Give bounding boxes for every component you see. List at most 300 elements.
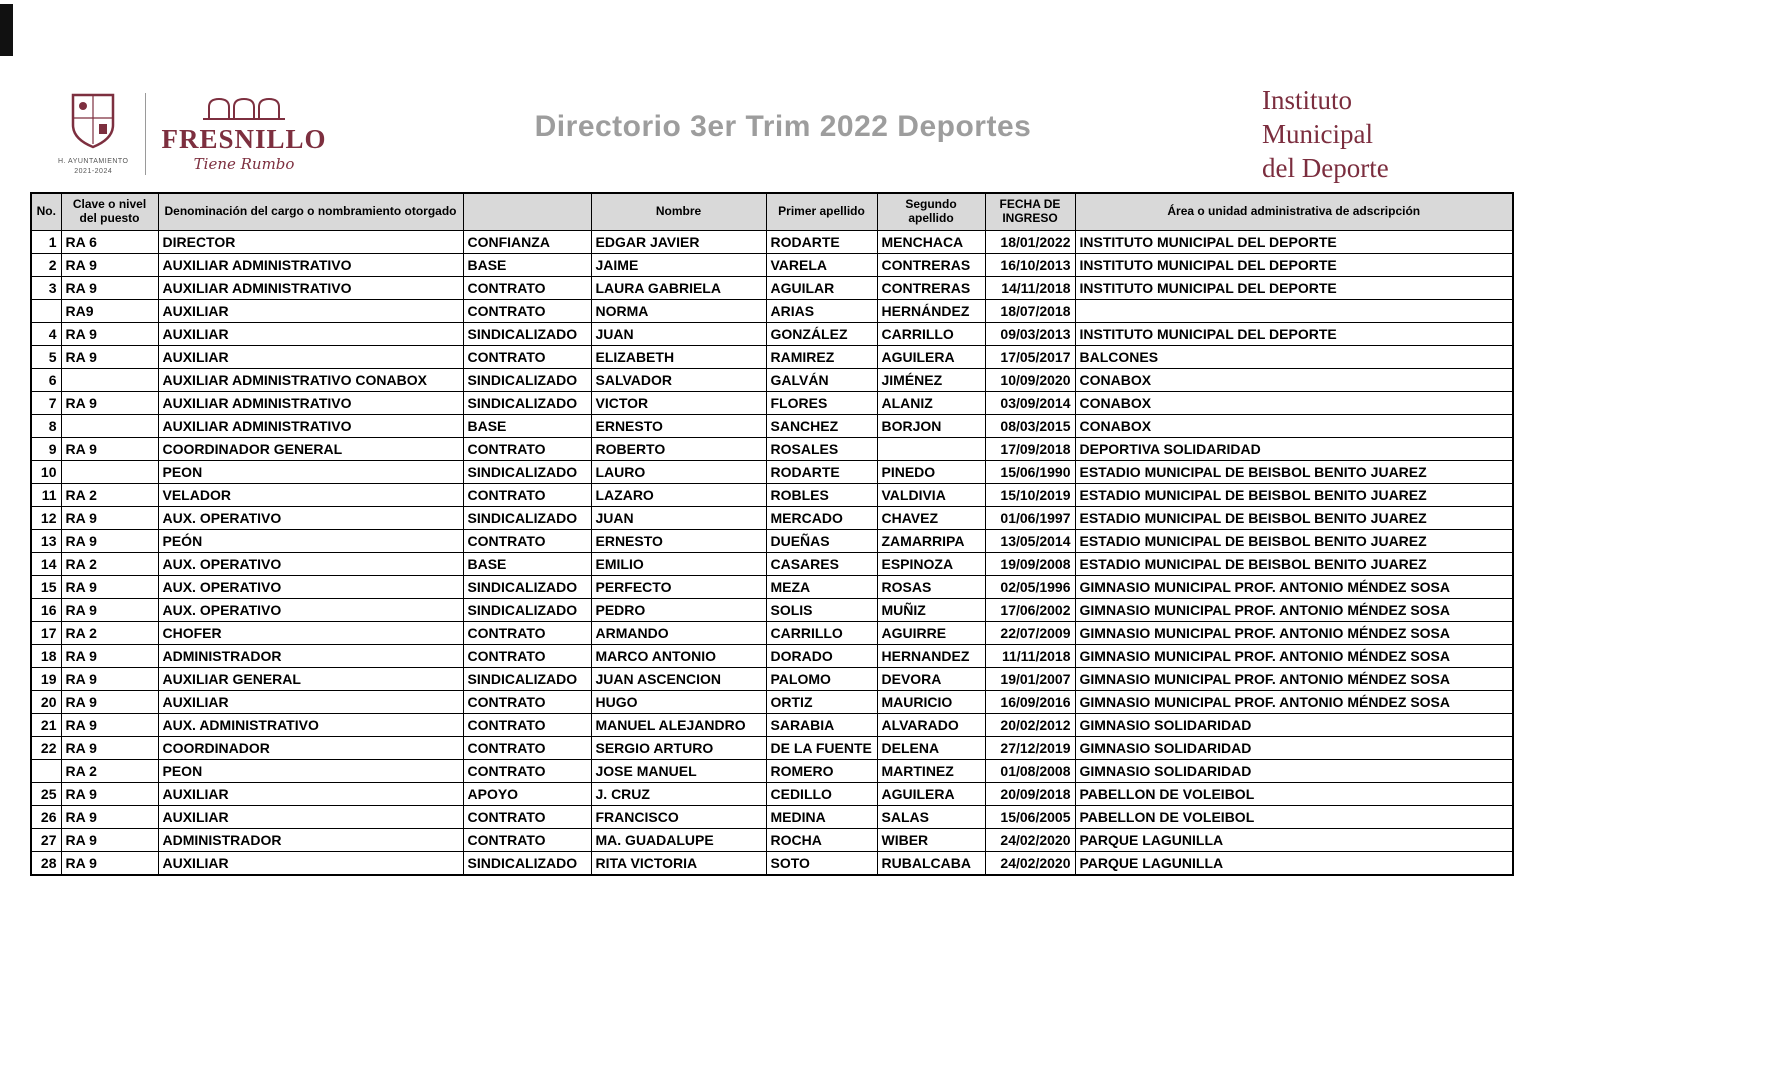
table-cell: AUXILIAR ADMINISTRATIVO — [158, 277, 463, 300]
table-cell: GIMNASIO MUNICIPAL PROF. ANTONIO MÉNDEZ SOSA — [1075, 599, 1513, 622]
table-cell: 18/01/2022 — [985, 231, 1075, 254]
table-row — [31, 254, 1513, 277]
table-cell: DELENA — [877, 737, 985, 760]
table-cell: AUXILIAR — [158, 323, 463, 346]
shield-icon — [69, 92, 117, 155]
table-cell: CONTRERAS — [877, 277, 985, 300]
city-wordmark — [162, 95, 327, 173]
table-cell — [31, 760, 61, 783]
table-cell: 17/09/2018 — [985, 438, 1075, 461]
table-cell: SINDICALIZADO — [463, 323, 591, 346]
table-cell: ESTADIO MUNICIPAL DE BEISBOL BENITO JUAREZ — [1075, 461, 1513, 484]
table-cell: 14/11/2018 — [985, 277, 1075, 300]
table-cell: 9 — [31, 438, 61, 461]
column-header — [463, 193, 591, 231]
table-row — [31, 806, 1513, 829]
table-cell: RA 9 — [61, 277, 158, 300]
table-cell: SANCHEZ — [766, 415, 877, 438]
table-cell: CONABOX — [1075, 415, 1513, 438]
table-cell: RA 9 — [61, 645, 158, 668]
years-label: 2021-2024 — [74, 167, 113, 175]
table-row — [31, 576, 1513, 599]
table-cell: SINDICALIZADO — [463, 668, 591, 691]
table-cell: RA 9 — [61, 392, 158, 415]
org-name — [1262, 84, 1389, 185]
fresnillo-logo — [58, 78, 327, 190]
table-cell: PINEDO — [877, 461, 985, 484]
table-cell: EMILIO — [591, 553, 766, 576]
table-cell: AGUILAR — [766, 277, 877, 300]
table-cell: ARMANDO — [591, 622, 766, 645]
table-cell: BASE — [463, 415, 591, 438]
table-cell: RA 9 — [61, 507, 158, 530]
column-header: Área o unidad administrativa de adscripción — [1075, 193, 1513, 231]
table-cell: SERGIO ARTURO — [591, 737, 766, 760]
table-cell: 19 — [31, 668, 61, 691]
table-row — [31, 622, 1513, 645]
table-cell: PEON — [158, 461, 463, 484]
table-row — [31, 852, 1513, 875]
table-cell: CONTRATO — [463, 691, 591, 714]
table-cell: DE LA FUENTE — [766, 737, 877, 760]
table-cell: RA 9 — [61, 852, 158, 875]
table-row — [31, 484, 1513, 507]
table-cell: GIMNASIO SOLIDARIDAD — [1075, 737, 1513, 760]
table-cell: SINDICALIZADO — [463, 576, 591, 599]
table-cell: CONTRATO — [463, 829, 591, 852]
aqueduct-icon — [201, 95, 287, 126]
table-cell: 18/07/2018 — [985, 300, 1075, 323]
table-cell: SALAS — [877, 806, 985, 829]
table-cell: FLORES — [766, 392, 877, 415]
table-cell: AUXILIAR ADMINISTRATIVO — [158, 415, 463, 438]
table-cell — [31, 300, 61, 323]
table-cell: JAIME — [591, 254, 766, 277]
table-cell: AGUILERA — [877, 783, 985, 806]
table-cell: SINDICALIZADO — [463, 507, 591, 530]
table-cell: JOSE MANUEL — [591, 760, 766, 783]
table-cell: AUXILIAR — [158, 783, 463, 806]
table-cell: ESTADIO MUNICIPAL DE BEISBOL BENITO JUAREZ — [1075, 553, 1513, 576]
table-cell: INSTITUTO MUNICIPAL DEL DEPORTE — [1075, 254, 1513, 277]
table-cell: ESTADIO MUNICIPAL DE BEISBOL BENITO JUAREZ — [1075, 530, 1513, 553]
table-cell: 24/02/2020 — [985, 829, 1075, 852]
table-cell: CONABOX — [1075, 392, 1513, 415]
table-cell: MEZA — [766, 576, 877, 599]
table-cell: SINDICALIZADO — [463, 599, 591, 622]
table-cell: 15 — [31, 576, 61, 599]
table-cell: PEÓN — [158, 530, 463, 553]
table-cell: PALOMO — [766, 668, 877, 691]
table-cell: GALVÁN — [766, 369, 877, 392]
org-name-line1: Instituto — [1262, 85, 1353, 115]
table-row — [31, 300, 1513, 323]
table-cell: RAMIREZ — [766, 346, 877, 369]
table-row — [31, 415, 1513, 438]
table-cell: VELADOR — [158, 484, 463, 507]
table-cell: 11 — [31, 484, 61, 507]
table-cell: 17 — [31, 622, 61, 645]
table-cell: RODARTE — [766, 461, 877, 484]
table-row — [31, 530, 1513, 553]
table-cell: INSTITUTO MUNICIPAL DEL DEPORTE — [1075, 277, 1513, 300]
table-cell: MENCHACA — [877, 231, 985, 254]
table-cell: RUBALCABA — [877, 852, 985, 875]
table-cell: RA 2 — [61, 553, 158, 576]
table-cell: J. CRUZ — [591, 783, 766, 806]
table-cell: 22/07/2009 — [985, 622, 1075, 645]
table-cell: RA 9 — [61, 323, 158, 346]
table-cell: JUAN ASCENCION — [591, 668, 766, 691]
table-cell: LAURA GABRIELA — [591, 277, 766, 300]
table-cell: 16 — [31, 599, 61, 622]
table-cell: MERCADO — [766, 507, 877, 530]
table-cell: AUXILIAR — [158, 300, 463, 323]
table-cell: RA 2 — [61, 484, 158, 507]
table-cell: RA 9 — [61, 530, 158, 553]
table-cell: VARELA — [766, 254, 877, 277]
directory-table — [30, 192, 1514, 876]
table-cell: SINDICALIZADO — [463, 852, 591, 875]
table-cell: 12 — [31, 507, 61, 530]
table-row — [31, 392, 1513, 415]
table-cell: VICTOR — [591, 392, 766, 415]
table-cell: BORJON — [877, 415, 985, 438]
table-cell: AUX. OPERATIVO — [158, 599, 463, 622]
city-shield — [58, 92, 129, 175]
table-cell: GIMNASIO MUNICIPAL PROF. ANTONIO MÉNDEZ SOSA — [1075, 668, 1513, 691]
table-cell: AUX. OPERATIVO — [158, 507, 463, 530]
table-row — [31, 783, 1513, 806]
table-cell: CONTRATO — [463, 737, 591, 760]
table-cell: RA 6 — [61, 231, 158, 254]
table-cell: HUGO — [591, 691, 766, 714]
org-name-line2: Municipal — [1262, 118, 1373, 149]
table-cell: 20/02/2012 — [985, 714, 1075, 737]
table-cell: 01/08/2008 — [985, 760, 1075, 783]
table-cell: MARCO ANTONIO — [591, 645, 766, 668]
table-cell: DEVORA — [877, 668, 985, 691]
table-cell: ORTIZ — [766, 691, 877, 714]
table-cell: 17/05/2017 — [985, 346, 1075, 369]
table-cell: RA9 — [61, 300, 158, 323]
table-cell: PABELLON DE VOLEIBOL — [1075, 806, 1513, 829]
table-cell: SOLIS — [766, 599, 877, 622]
table-cell: PEDRO — [591, 599, 766, 622]
table-cell: FRANCISCO — [591, 806, 766, 829]
column-header: FECHA DE INGRESO — [985, 193, 1075, 231]
table-cell: CARRILLO — [766, 622, 877, 645]
table-cell: 20 — [31, 691, 61, 714]
table-cell: RA 2 — [61, 760, 158, 783]
table-cell: DIRECTOR — [158, 231, 463, 254]
table-cell: AUXILIAR — [158, 346, 463, 369]
table-cell: INSTITUTO MUNICIPAL DEL DEPORTE — [1075, 231, 1513, 254]
table-cell: RA 9 — [61, 576, 158, 599]
table-cell: 24/02/2020 — [985, 852, 1075, 875]
table-row — [31, 760, 1513, 783]
table-cell: RA 9 — [61, 783, 158, 806]
table-cell: RA 2 — [61, 622, 158, 645]
table-cell: CASARES — [766, 553, 877, 576]
table-cell: RA 9 — [61, 806, 158, 829]
table-cell: CONTRERAS — [877, 254, 985, 277]
table-cell: ROMERO — [766, 760, 877, 783]
table-cell: 1 — [31, 231, 61, 254]
table-cell: INSTITUTO MUNICIPAL DEL DEPORTE — [1075, 323, 1513, 346]
table-cell: CONTRATO — [463, 760, 591, 783]
table-cell: SINDICALIZADO — [463, 369, 591, 392]
page-title: Directorio 3er Trim 2022 Deportes — [534, 110, 1032, 143]
column-header: Clave o nivel del puesto — [61, 193, 158, 231]
table-cell: AUXILIAR — [158, 852, 463, 875]
table-cell: SINDICALIZADO — [463, 392, 591, 415]
table-cell: RA 9 — [61, 691, 158, 714]
table-cell: 16/09/2016 — [985, 691, 1075, 714]
table-cell: MAURICIO — [877, 691, 985, 714]
table-cell: 03/09/2014 — [985, 392, 1075, 415]
table-cell: PERFECTO — [591, 576, 766, 599]
table-cell: 27 — [31, 829, 61, 852]
table-row — [31, 438, 1513, 461]
table-row — [31, 737, 1513, 760]
table-cell: 27/12/2019 — [985, 737, 1075, 760]
column-header: Denominación del cargo o nombramiento otorgado — [158, 193, 463, 231]
table-row — [31, 668, 1513, 691]
table-cell: RA 9 — [61, 346, 158, 369]
table-cell: MUÑIZ — [877, 599, 985, 622]
table-cell: GIMNASIO MUNICIPAL PROF. ANTONIO MÉNDEZ SOSA — [1075, 576, 1513, 599]
table-cell: AUXILIAR — [158, 691, 463, 714]
table-cell: COORDINADOR — [158, 737, 463, 760]
table-cell: DORADO — [766, 645, 877, 668]
table-cell: RITA VICTORIA — [591, 852, 766, 875]
logo-divider — [145, 93, 146, 175]
table-cell: ROBERTO — [591, 438, 766, 461]
table-cell: 4 — [31, 323, 61, 346]
table-cell: ROCHA — [766, 829, 877, 852]
table-row — [31, 461, 1513, 484]
table-cell: CONTRATO — [463, 530, 591, 553]
table-cell: 21 — [31, 714, 61, 737]
table-cell: 26 — [31, 806, 61, 829]
table-cell — [877, 438, 985, 461]
table-cell: RA 9 — [61, 438, 158, 461]
table-cell: CONTRATO — [463, 438, 591, 461]
table-cell: AUXILIAR — [158, 806, 463, 829]
table-cell: SOTO — [766, 852, 877, 875]
table-cell: 01/06/1997 — [985, 507, 1075, 530]
table-cell: 6 — [31, 369, 61, 392]
table-cell: 19/09/2008 — [985, 553, 1075, 576]
table-cell: RODARTE — [766, 231, 877, 254]
table-row — [31, 346, 1513, 369]
table-cell: CONTRATO — [463, 645, 591, 668]
table-cell: WIBER — [877, 829, 985, 852]
table-cell: ESTADIO MUNICIPAL DE BEISBOL BENITO JUAREZ — [1075, 507, 1513, 530]
table-cell: ALVARADO — [877, 714, 985, 737]
table-cell: HERNANDEZ — [877, 645, 985, 668]
table-cell: 28 — [31, 852, 61, 875]
table-cell: ROSALES — [766, 438, 877, 461]
table-cell: ALANIZ — [877, 392, 985, 415]
table-cell: ERNESTO — [591, 530, 766, 553]
table-cell: 2 — [31, 254, 61, 277]
table-cell: ZAMARRIPA — [877, 530, 985, 553]
column-header: No. — [31, 193, 61, 231]
table-cell: AUXILIAR ADMINISTRATIVO — [158, 392, 463, 415]
table-cell: CONTRATO — [463, 622, 591, 645]
table-cell: CONFIANZA — [463, 231, 591, 254]
table-cell: ERNESTO — [591, 415, 766, 438]
table-cell: MA. GUADALUPE — [591, 829, 766, 852]
table-cell: AGUILERA — [877, 346, 985, 369]
table-cell: 02/05/1996 — [985, 576, 1075, 599]
table-cell: AGUIRRE — [877, 622, 985, 645]
table-cell: JUAN — [591, 323, 766, 346]
table-cell: 5 — [31, 346, 61, 369]
table-cell: 22 — [31, 737, 61, 760]
table-cell: PARQUE LAGUNILLA — [1075, 829, 1513, 852]
table-cell: BASE — [463, 553, 591, 576]
table-cell: SINDICALIZADO — [463, 461, 591, 484]
table-cell: JUAN — [591, 507, 766, 530]
table-cell: CONTRATO — [463, 300, 591, 323]
table-cell: SARABIA — [766, 714, 877, 737]
table-cell: SALVADOR — [591, 369, 766, 392]
table-cell: 09/03/2013 — [985, 323, 1075, 346]
table-cell: CONTRATO — [463, 484, 591, 507]
table-cell: CONTRATO — [463, 806, 591, 829]
table-row — [31, 691, 1513, 714]
table-cell: RA 9 — [61, 829, 158, 852]
table-cell: ESTADIO MUNICIPAL DE BEISBOL BENITO JUAREZ — [1075, 484, 1513, 507]
table-cell: 14 — [31, 553, 61, 576]
table-cell: 18 — [31, 645, 61, 668]
table-cell: 08/03/2015 — [985, 415, 1075, 438]
table-cell: RA 9 — [61, 254, 158, 277]
table-cell: CARRILLO — [877, 323, 985, 346]
table-cell: 25 — [31, 783, 61, 806]
table-cell: RA 9 — [61, 668, 158, 691]
table-cell: CHOFER — [158, 622, 463, 645]
city-name: FRESNILLO — [161, 124, 327, 154]
table-cell: GONZÁLEZ — [766, 323, 877, 346]
table-row — [31, 369, 1513, 392]
table-cell: CHAVEZ — [877, 507, 985, 530]
table-cell: NORMA — [591, 300, 766, 323]
table-cell — [61, 369, 158, 392]
table-cell — [61, 461, 158, 484]
column-header: Segundo apellido — [877, 193, 985, 231]
scan-artifact — [0, 4, 13, 56]
table-row — [31, 714, 1513, 737]
table-cell: PABELLON DE VOLEIBOL — [1075, 783, 1513, 806]
table-cell: EDGAR JAVIER — [591, 231, 766, 254]
table-cell: MANUEL ALEJANDRO — [591, 714, 766, 737]
table-cell: 13/05/2014 — [985, 530, 1075, 553]
table-cell: AUXILIAR ADMINISTRATIVO — [158, 254, 463, 277]
table-cell: CONTRATO — [463, 714, 591, 737]
table-cell: 15/06/1990 — [985, 461, 1075, 484]
table-row — [31, 277, 1513, 300]
table-cell: MEDINA — [766, 806, 877, 829]
table-cell: RA 9 — [61, 599, 158, 622]
table-cell: 10/09/2020 — [985, 369, 1075, 392]
table-cell — [61, 415, 158, 438]
column-header: Nombre — [591, 193, 766, 231]
table-cell: VALDIVIA — [877, 484, 985, 507]
table-cell: AUX. OPERATIVO — [158, 576, 463, 599]
table-cell: 3 — [31, 277, 61, 300]
table-row — [31, 323, 1513, 346]
table-cell: PEON — [158, 760, 463, 783]
org-name-line3: del Deporte — [1262, 152, 1389, 183]
table-cell: GIMNASIO SOLIDARIDAD — [1075, 760, 1513, 783]
table-cell: CEDILLO — [766, 783, 877, 806]
table-cell: ELIZABETH — [591, 346, 766, 369]
admin-label: H. AYUNTAMIENTO — [58, 158, 129, 166]
table-cell: 15/10/2019 — [985, 484, 1075, 507]
table-cell: CONTRATO — [463, 277, 591, 300]
table-cell: BALCONES — [1075, 346, 1513, 369]
table-row — [31, 829, 1513, 852]
column-header: Primer apellido — [766, 193, 877, 231]
header-row — [31, 193, 1513, 231]
table-cell: MARTINEZ — [877, 760, 985, 783]
table-cell: 20/09/2018 — [985, 783, 1075, 806]
table-cell: AUXILIAR ADMINISTRATIVO CONABOX — [158, 369, 463, 392]
table-cell: 16/10/2013 — [985, 254, 1075, 277]
table-cell: APOYO — [463, 783, 591, 806]
table-cell: 13 — [31, 530, 61, 553]
table-cell: ROBLES — [766, 484, 877, 507]
table-cell: 7 — [31, 392, 61, 415]
table-cell: AUXILIAR GENERAL — [158, 668, 463, 691]
table-cell: PARQUE LAGUNILLA — [1075, 852, 1513, 875]
table-row — [31, 507, 1513, 530]
table-cell: LAZARO — [591, 484, 766, 507]
table-cell: GIMNASIO SOLIDARIDAD — [1075, 714, 1513, 737]
table-cell: AUX. ADMINISTRATIVO — [158, 714, 463, 737]
page-header — [58, 78, 1752, 190]
table-cell: AUX. OPERATIVO — [158, 553, 463, 576]
table-cell: BASE — [463, 254, 591, 277]
table-cell: JIMÉNEZ — [877, 369, 985, 392]
table-cell: GIMNASIO MUNICIPAL PROF. ANTONIO MÉNDEZ SOSA — [1075, 622, 1513, 645]
table-cell: ADMINISTRADOR — [158, 829, 463, 852]
table-cell: 15/06/2005 — [985, 806, 1075, 829]
table-cell: RA 9 — [61, 737, 158, 760]
table-cell: COORDINADOR GENERAL — [158, 438, 463, 461]
table-cell: GIMNASIO MUNICIPAL PROF. ANTONIO MÉNDEZ SOSA — [1075, 645, 1513, 668]
table-row — [31, 231, 1513, 254]
table-cell: 8 — [31, 415, 61, 438]
table-cell: 19/01/2007 — [985, 668, 1075, 691]
table-row — [31, 553, 1513, 576]
table-cell: ROSAS — [877, 576, 985, 599]
table-cell: GIMNASIO MUNICIPAL PROF. ANTONIO MÉNDEZ SOSA — [1075, 691, 1513, 714]
table-row — [31, 599, 1513, 622]
table-cell: HERNÁNDEZ — [877, 300, 985, 323]
table-cell: ADMINISTRADOR — [158, 645, 463, 668]
table-cell: CONABOX — [1075, 369, 1513, 392]
city-tagline: Tiene Rumbo — [193, 155, 295, 173]
table-cell: 10 — [31, 461, 61, 484]
table-container — [30, 192, 1514, 876]
table-cell: ESPINOZA — [877, 553, 985, 576]
table-cell: 17/06/2002 — [985, 599, 1075, 622]
